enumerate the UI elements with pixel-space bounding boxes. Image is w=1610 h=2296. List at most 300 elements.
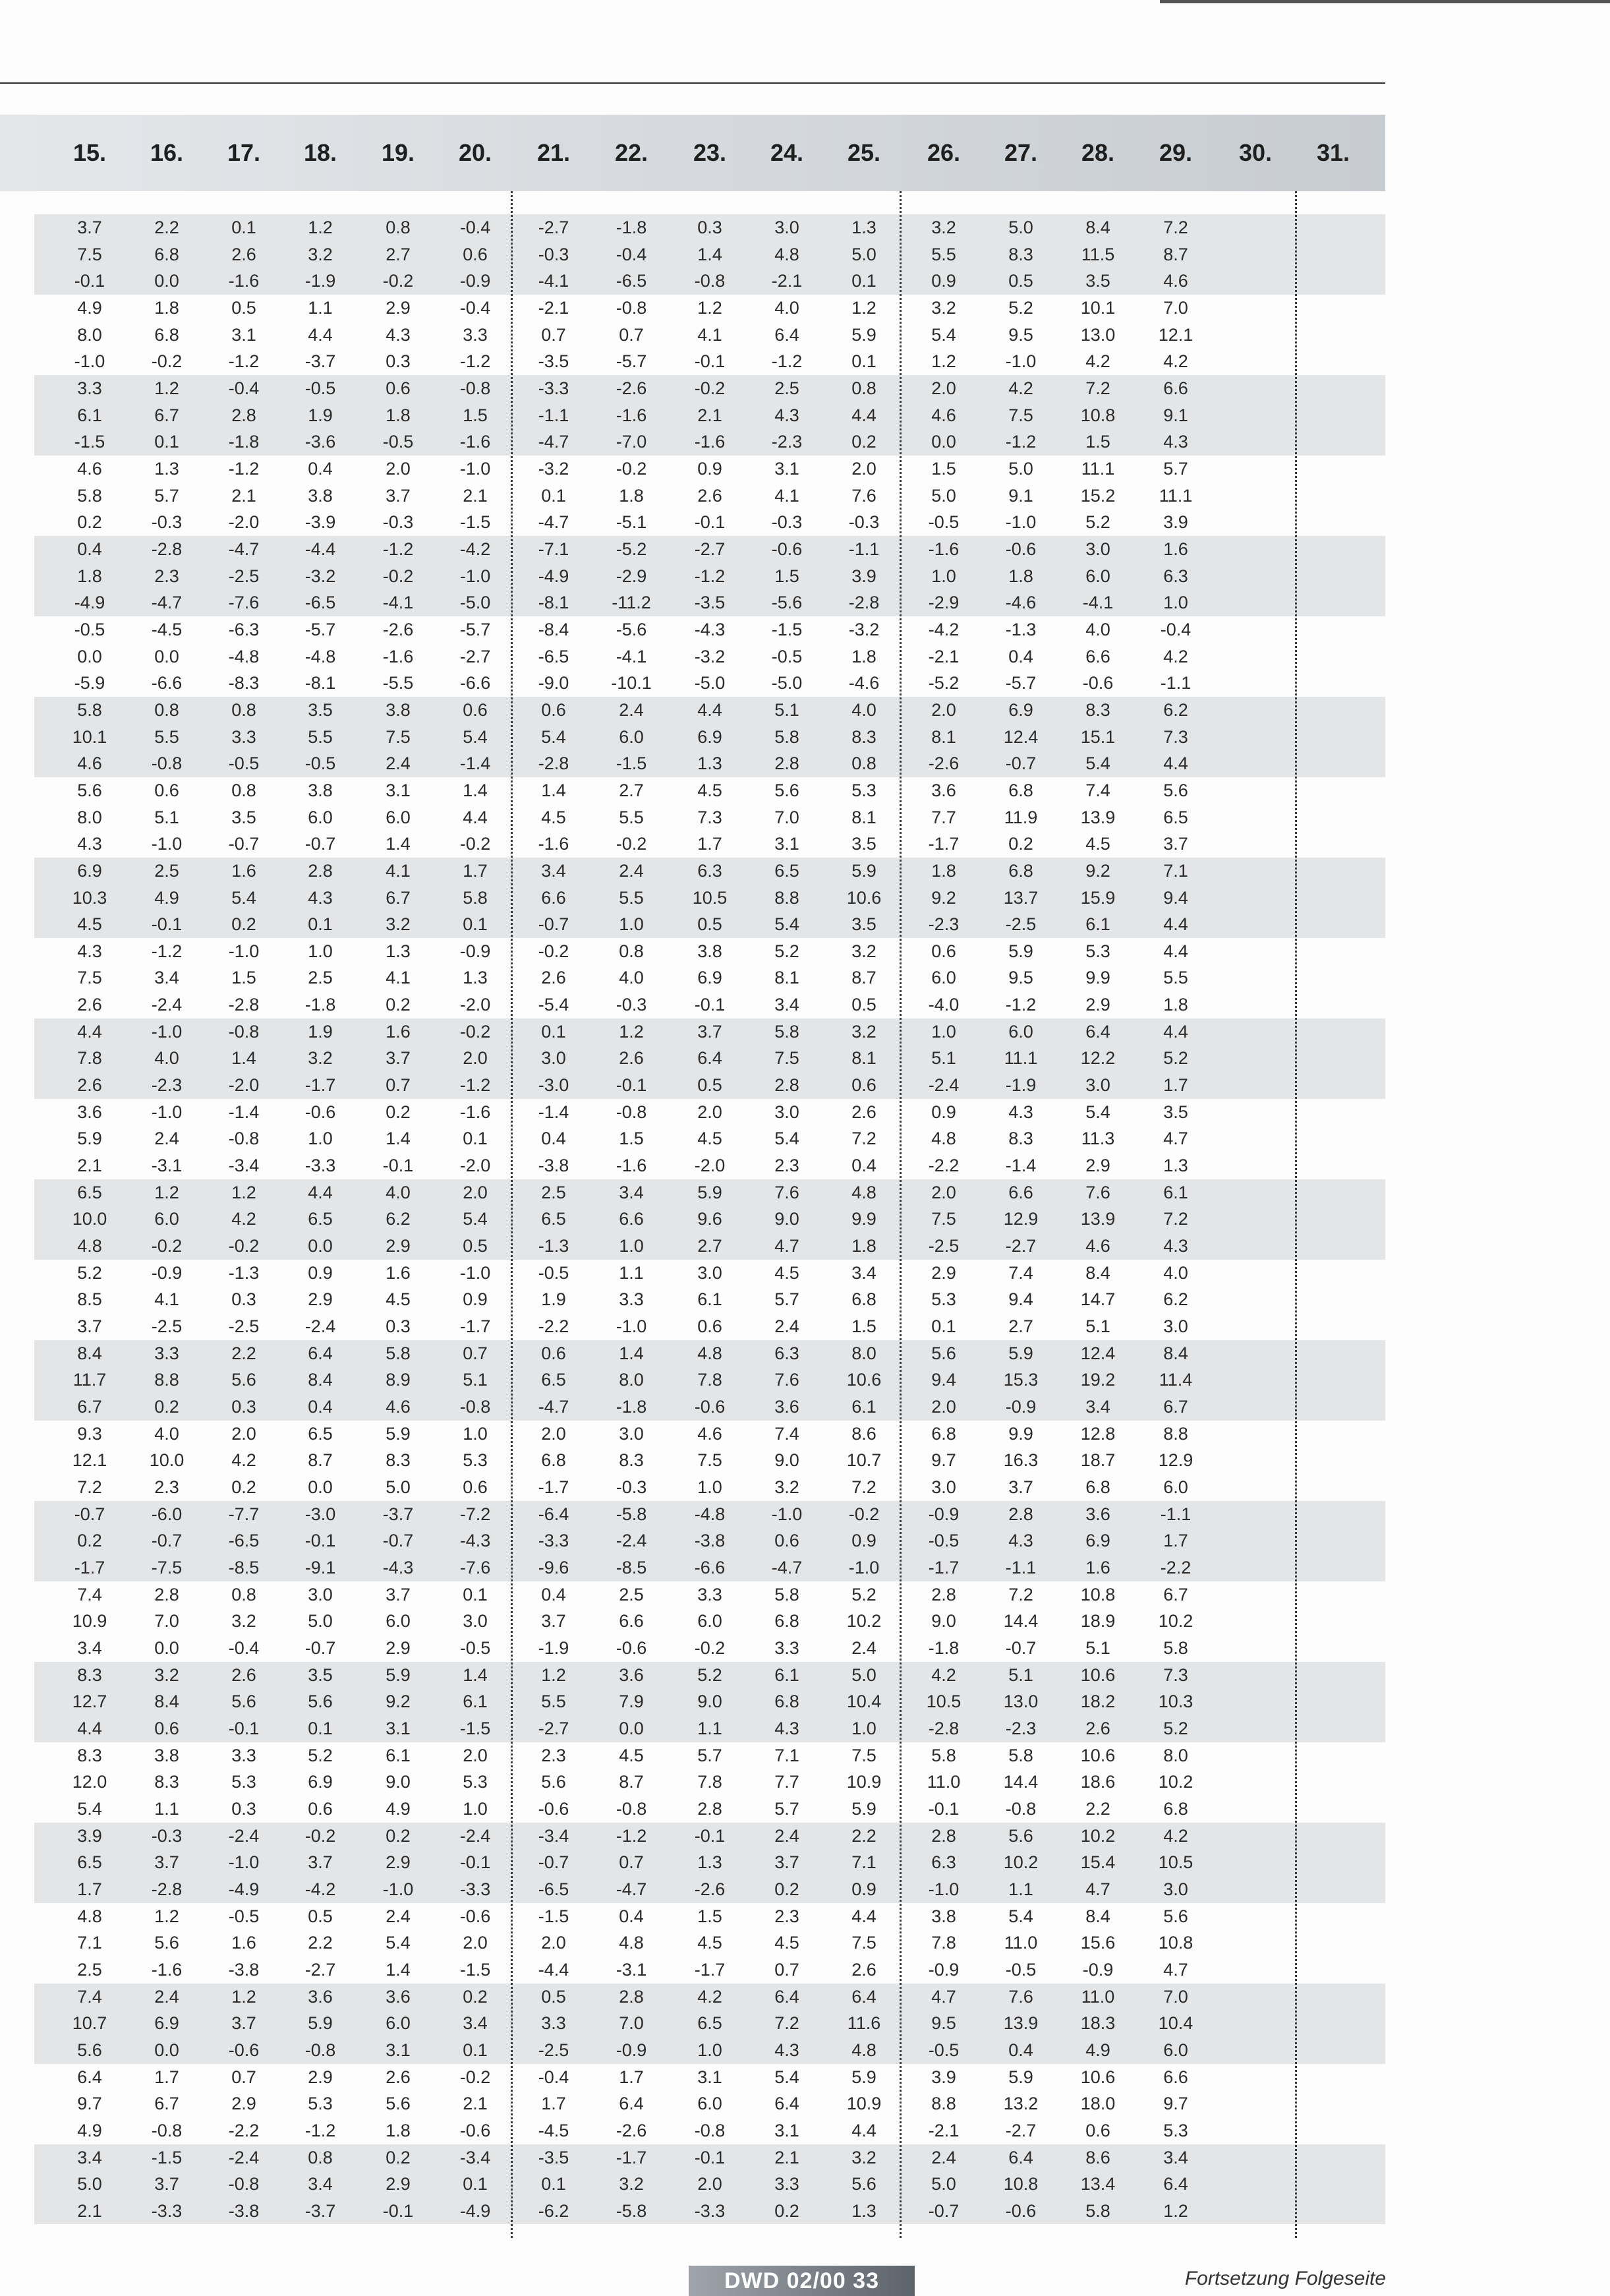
table-cell: 0.2 <box>77 1531 102 1551</box>
table-cell: 0.3 <box>386 351 411 372</box>
table-cell: 8.4 <box>1085 1262 1110 1283</box>
table-cell: 7.2 <box>1008 1584 1033 1604</box>
table-cell: 1.5 <box>697 1906 722 1926</box>
table-cell: -5.0 <box>771 673 803 693</box>
table-cell: -0.4 <box>1160 619 1192 639</box>
table-cell: 6.3 <box>1163 566 1188 586</box>
table-cell: 1.2 <box>697 297 722 318</box>
table-cell: -3.2 <box>694 646 726 666</box>
table-cell: -8.1 <box>538 593 569 613</box>
table-cell: 3.8 <box>154 1745 179 1765</box>
table-cell: 1.2 <box>931 351 956 372</box>
table-cell: -0.7 <box>304 1637 336 1658</box>
table-cell: 2.2 <box>1085 1798 1110 1819</box>
table-cell: 5.6 <box>386 2094 411 2114</box>
table-cell: -4.9 <box>228 1879 260 1899</box>
table-cell: -6.6 <box>151 673 183 693</box>
table-cell: -1.0 <box>459 1262 491 1283</box>
table-cell: 8.4 <box>1163 1343 1188 1363</box>
table-cell: 5.5 <box>308 726 333 747</box>
table-cell: 6.1 <box>1163 1182 1188 1202</box>
table-cell: 3.0 <box>1085 1075 1110 1096</box>
table-cell: 9.0 <box>774 1450 799 1471</box>
table-cell: 5.8 <box>1163 1637 1188 1658</box>
table-cell: 1.0 <box>463 1423 488 1444</box>
table-cell: 2.8 <box>697 1798 722 1819</box>
table-cell: 0.9 <box>851 1879 877 1899</box>
table-cell: 2.0 <box>851 458 877 479</box>
table-cell: -2.9 <box>928 593 960 613</box>
table-cell: -1.2 <box>228 458 260 479</box>
table-cell: 8.0 <box>77 324 102 345</box>
table-cell: -6.3 <box>228 619 260 639</box>
table-cell: 3.7 <box>541 1611 566 1632</box>
table-cell: 3.4 <box>1085 1397 1110 1417</box>
table-cell: -5.7 <box>616 351 647 372</box>
table-cell: -2.1 <box>771 271 803 291</box>
table-cell: 6.4 <box>774 324 799 345</box>
table-cell: 15.3 <box>1003 1370 1039 1390</box>
table-cell: 0.4 <box>77 539 102 559</box>
table-cell: -1.9 <box>1005 1075 1037 1096</box>
table-cell: 9.1 <box>1163 405 1188 425</box>
table-cell: 4.5 <box>619 1745 644 1765</box>
table-cell: 1.5 <box>619 1129 644 1149</box>
table-cell: 8.4 <box>77 1343 102 1363</box>
table-cell: 4.9 <box>77 297 102 318</box>
table-cell: -4.7 <box>538 512 569 533</box>
table-cell: 4.4 <box>697 699 722 720</box>
table-cell: 1.3 <box>386 941 411 961</box>
table-cell: 12.1 <box>1158 324 1193 345</box>
table-cell: 2.3 <box>774 1156 799 1176</box>
table-cell: -1.3 <box>538 1236 569 1256</box>
table-cell: 15.6 <box>1080 1933 1116 1953</box>
table-cell: -0.6 <box>459 2120 491 2140</box>
table-cell: 3.2 <box>774 1477 799 1498</box>
table-cell: -1.0 <box>771 1504 803 1524</box>
table-cell: 0.6 <box>774 1531 799 1551</box>
table-cell: -1.4 <box>1005 1156 1037 1176</box>
table-cell: 8.8 <box>1163 1423 1188 1444</box>
table-cell: -5.0 <box>459 593 491 613</box>
table-cell: 3.6 <box>931 780 956 800</box>
table-cell: 4.5 <box>77 914 102 935</box>
table-cell: 2.0 <box>231 1423 256 1444</box>
table-cell: -1.6 <box>228 271 260 291</box>
table-cell: 2.7 <box>1008 1316 1033 1337</box>
table-cell: -0.8 <box>694 2120 726 2140</box>
table-cell: 3.7 <box>77 218 102 237</box>
table-cell: 4.4 <box>308 1182 333 1202</box>
table-cell: 3.1 <box>386 780 411 800</box>
table-cell: -1.0 <box>616 1316 647 1337</box>
table-cell: 0.3 <box>386 1316 411 1337</box>
table-cell: 0.5 <box>308 1906 333 1926</box>
table-cell: 13.9 <box>1003 2013 1039 2034</box>
table-cell: 7.6 <box>851 485 877 506</box>
table-cell: -1.9 <box>304 271 336 291</box>
table-cell: -1.7 <box>538 1477 569 1498</box>
table-cell: -1.0 <box>151 1021 183 1042</box>
table-cell: 8.7 <box>851 968 877 988</box>
table-cell: 13.0 <box>1003 1692 1039 1712</box>
table-cell: 3.0 <box>463 1611 488 1632</box>
table-cell: 3.1 <box>231 324 256 345</box>
table-cell: 0.6 <box>386 378 411 398</box>
table-cell: 8.8 <box>774 887 799 908</box>
table-cell: 0.0 <box>154 1637 179 1658</box>
table-cell: -0.8 <box>616 297 647 318</box>
table-cell: 1.9 <box>308 405 333 425</box>
table-cell: 0.3 <box>231 1397 256 1417</box>
table-cell: 5.0 <box>1008 458 1033 479</box>
table-cell: 7.2 <box>851 1129 877 1149</box>
table-cell: 2.8 <box>619 1986 644 2007</box>
table-cell: -1.2 <box>1005 432 1037 452</box>
table-cell: 7.1 <box>774 1745 799 1765</box>
table-cell: 4.4 <box>1163 914 1188 935</box>
page-tag: DWD 02/00 33 <box>689 2266 915 2296</box>
table-cell: -0.9 <box>928 1504 960 1524</box>
table-cell: 7.2 <box>1163 1209 1188 1229</box>
table-cell: -0.5 <box>228 753 260 774</box>
table-cell: -0.4 <box>228 1637 260 1658</box>
table-cell: 4.5 <box>1085 834 1110 854</box>
table-cell: 7.2 <box>1085 378 1110 398</box>
table-cell: -1.5 <box>459 1959 491 1980</box>
table-cell: -2.6 <box>616 378 647 398</box>
table-cell: 2.3 <box>774 1906 799 1926</box>
table-cell: 4.6 <box>931 405 956 425</box>
table-cell: 1.0 <box>308 1129 333 1149</box>
table-cell: 2.5 <box>541 1182 566 1202</box>
table-cell: 5.8 <box>774 1584 799 1604</box>
table-cell: -1.6 <box>928 539 960 559</box>
table-cell: 7.6 <box>1085 1182 1110 1202</box>
table-cell: 1.0 <box>931 1021 956 1042</box>
table-cell: -1.1 <box>1005 1558 1037 1577</box>
table-cell: 1.4 <box>697 244 722 264</box>
table-cell: -2.4 <box>228 2147 260 2167</box>
table-cell: 13.2 <box>1003 2094 1039 2114</box>
table-cell: 12.8 <box>1080 1423 1116 1444</box>
day-header-cell: 21. <box>536 139 571 166</box>
table-cell: 5.7 <box>1163 458 1188 479</box>
table-cell: -2.2 <box>1160 1558 1192 1577</box>
table-cell: 3.3 <box>541 2013 566 2034</box>
table-cell: 6.0 <box>386 2013 411 2034</box>
table-cell: -1.6 <box>616 1156 647 1176</box>
table-cell: -3.2 <box>538 458 569 479</box>
day-header-cell: 26. <box>927 139 961 166</box>
table-cell: 6.1 <box>774 1664 799 1685</box>
table-cell: 4.2 <box>1085 351 1110 372</box>
table-cell: 0.2 <box>463 1986 488 2007</box>
table-cell: 2.5 <box>308 968 333 988</box>
table-cell: 2.0 <box>697 1102 722 1122</box>
table-cell: 1.8 <box>851 646 877 666</box>
table-cell: 3.3 <box>774 1637 799 1658</box>
table-cell: 4.6 <box>77 458 102 479</box>
table-cell: 1.2 <box>154 378 179 398</box>
table-cell: 5.4 <box>1085 753 1110 774</box>
table-cell: 7.5 <box>1008 405 1033 425</box>
table-cell: 9.7 <box>931 1450 956 1471</box>
table-cell: -8.5 <box>228 1558 260 1577</box>
table-cell: -0.1 <box>928 1798 960 1819</box>
table-cell: -4.2 <box>304 1879 336 1899</box>
table-cell: -3.4 <box>459 2147 491 2167</box>
table-cell: -0.5 <box>928 512 960 533</box>
table-cell: 1.6 <box>1085 1558 1110 1577</box>
table-cell: 7.4 <box>77 1986 102 2007</box>
table-cell: -4.4 <box>538 1959 569 1980</box>
table-cell: -3.9 <box>304 512 336 533</box>
table-cell: 2.6 <box>851 1102 877 1122</box>
table-cell: 9.5 <box>931 2013 956 2034</box>
table-cell: 9.4 <box>931 1370 956 1390</box>
table-cell: -2.4 <box>616 1531 647 1551</box>
table-cell: 3.0 <box>308 1584 333 1604</box>
table-cell: 18.3 <box>1080 2013 1116 2034</box>
table-cell: 4.1 <box>154 1289 179 1310</box>
top-rule <box>0 82 1385 84</box>
table-cell: -5.6 <box>616 619 647 639</box>
table-cell: 10.4 <box>846 1692 882 1712</box>
table-cell: 4.6 <box>386 1397 411 1417</box>
table-cell: 0.7 <box>463 1343 488 1363</box>
table-cell: 0.8 <box>154 699 179 720</box>
table-cell: 0.1 <box>308 914 333 935</box>
table-cell: 4.0 <box>851 699 877 720</box>
table-cell: 2.6 <box>77 995 102 1015</box>
table-cell: 9.9 <box>1085 968 1110 988</box>
table-cell: -5.6 <box>771 593 803 613</box>
table-cell: 6.8 <box>541 1450 566 1471</box>
table-cell: 1.9 <box>308 1021 333 1042</box>
table-cell: 12.9 <box>1003 1209 1039 1229</box>
table-cell: 0.1 <box>541 1021 566 1042</box>
table-cell: 3.0 <box>541 1048 566 1069</box>
table-cell: 6.0 <box>1008 1021 1033 1042</box>
table-cell: -3.5 <box>538 351 569 372</box>
table-cell: -3.8 <box>538 1156 569 1176</box>
table-cell: 5.8 <box>463 887 488 908</box>
table-cell: 5.7 <box>697 1745 722 1765</box>
table-cell: 18.9 <box>1080 1611 1116 1632</box>
table-cell: -2.2 <box>538 1316 569 1337</box>
table-cell: 1.5 <box>231 968 256 988</box>
table-cell: 0.7 <box>541 324 566 345</box>
table-cell: 4.5 <box>697 1933 722 1953</box>
table-cell: -1.0 <box>459 566 491 586</box>
table-cell: -1.6 <box>382 646 414 666</box>
table-cell: -0.2 <box>304 1825 336 1846</box>
table-cell: 0.4 <box>1008 646 1033 666</box>
table-cell: 4.5 <box>774 1933 799 1953</box>
table-cell: -11.2 <box>612 593 651 613</box>
day-header-cell: 19. <box>381 139 415 166</box>
table-cell: 14.4 <box>1003 1772 1039 1792</box>
table-cell: 6.8 <box>931 1423 956 1444</box>
table-cell: 4.6 <box>77 753 102 774</box>
table-cell: 5.2 <box>1163 1718 1188 1738</box>
table-cell: -0.7 <box>538 914 569 935</box>
table-cell: -3.3 <box>538 378 569 398</box>
table-cell: 10.6 <box>1080 2067 1116 2087</box>
table-cell: 1.3 <box>154 458 179 479</box>
table-cell: 4.0 <box>154 1048 179 1069</box>
table-cell: 12.9 <box>1158 1450 1193 1471</box>
table-cell: 10.9 <box>846 2094 882 2114</box>
table-cell: 7.5 <box>931 1209 956 1229</box>
table-cell: 2.8 <box>231 405 256 425</box>
table-cell: 3.0 <box>931 1477 956 1498</box>
table-cell: 0.2 <box>77 512 102 533</box>
table-cell: 2.2 <box>851 1825 877 1846</box>
table-cell: 11.6 <box>847 2013 881 2034</box>
table-cell: -2.7 <box>459 646 491 666</box>
table-cell: 0.7 <box>231 2067 256 2087</box>
table-cell: -5.2 <box>616 539 647 559</box>
table-cell: 0.6 <box>541 1343 566 1363</box>
table-cell: 1.3 <box>851 218 877 237</box>
table-cell: 1.7 <box>1163 1531 1188 1551</box>
table-cell: 8.8 <box>931 2094 956 2114</box>
table-cell: 7.6 <box>774 1370 799 1390</box>
table-cell: 5.1 <box>774 699 799 720</box>
table-cell: 2.9 <box>386 1236 411 1256</box>
table-cell: 5.4 <box>774 2067 799 2087</box>
table-cell: 2.9 <box>308 2067 333 2087</box>
table-cell: 6.5 <box>541 1370 566 1390</box>
table-cell: -4.0 <box>928 995 960 1015</box>
table-cell: 5.4 <box>1008 1906 1033 1926</box>
table-cell: 10.2 <box>1158 1772 1193 1792</box>
table-cell: 2.9 <box>231 2094 256 2114</box>
table-cell: -3.3 <box>694 2200 726 2221</box>
table-cell: 8.7 <box>308 1450 333 1471</box>
table-cell: 0.4 <box>851 1156 877 1176</box>
table-cell: -2.1 <box>928 2120 960 2140</box>
table-cell: 8.3 <box>386 1450 411 1471</box>
table-cell: 6.5 <box>541 1209 566 1229</box>
table-cell: 1.2 <box>851 297 877 318</box>
table-cell: -0.2 <box>459 834 491 854</box>
table-cell: 7.3 <box>1163 1664 1188 1685</box>
table-cell: 3.6 <box>619 1664 644 1685</box>
table-cell: -2.3 <box>1005 1718 1037 1738</box>
table-cell: 3.3 <box>463 324 488 345</box>
table-cell: 0.6 <box>154 1718 179 1738</box>
table-cell: -0.5 <box>928 2040 960 2060</box>
table-cell: 0.6 <box>851 1075 877 1096</box>
table-cell: 5.3 <box>308 2094 333 2114</box>
table-cell: -1.7 <box>459 1316 491 1337</box>
table-cell: 0.0 <box>77 646 102 666</box>
table-cell: 5.8 <box>77 699 102 720</box>
table-cell: 5.9 <box>77 1129 102 1149</box>
table-cell: -1.7 <box>616 2147 647 2167</box>
table-cell: -6.5 <box>538 646 569 666</box>
table-cell: 8.4 <box>308 1370 333 1390</box>
table-cell: 8.3 <box>851 726 877 747</box>
day-header-cell: 22. <box>614 139 648 166</box>
table-cell: 1.7 <box>154 2067 179 2087</box>
table-cell: 10.6 <box>846 1370 882 1390</box>
table-cell: 0.0 <box>931 432 956 452</box>
table-cell: 4.6 <box>697 1423 722 1444</box>
table-cell: -2.1 <box>538 297 569 318</box>
table-cell: 12.2 <box>1080 1048 1116 1069</box>
table-cell: 4.2 <box>931 1664 956 1685</box>
table-cell: 5.6 <box>77 780 102 800</box>
table-cell: 5.9 <box>697 1182 722 1202</box>
table-cell: -1.0 <box>74 351 105 372</box>
table-cell: 6.8 <box>154 324 179 345</box>
table-cell: 3.4 <box>541 860 566 881</box>
table-cell: 0.0 <box>154 646 179 666</box>
table-cell: -2.4 <box>228 1825 260 1846</box>
table-cell: 1.3 <box>851 2200 877 2221</box>
table-cell: 6.8 <box>1008 860 1033 881</box>
table-cell: 3.1 <box>774 834 799 854</box>
day-header-cell: 16. <box>150 139 184 166</box>
table-cell: 3.0 <box>774 1102 799 1122</box>
table-cell: 8.5 <box>77 1289 102 1310</box>
table-cell: -3.4 <box>538 1825 569 1846</box>
table-cell: 6.2 <box>386 1209 411 1229</box>
table-cell: -0.8 <box>694 271 726 291</box>
table-cell: -1.0 <box>382 1879 414 1899</box>
table-cell: 9.0 <box>386 1772 411 1792</box>
table-cell: 10.6 <box>1080 1664 1116 1685</box>
table-cell: -0.9 <box>616 2040 647 2060</box>
table-cell: 7.4 <box>1085 780 1110 800</box>
table-cell: 9.5 <box>1008 968 1033 988</box>
table-cell: 7.0 <box>619 2013 644 2034</box>
table-cell: 6.5 <box>77 1182 102 1202</box>
column-separator <box>900 191 902 2238</box>
table-cell: 1.7 <box>541 2094 566 2114</box>
table-cell: 5.9 <box>308 2013 333 2034</box>
table-cell: 6.3 <box>697 860 722 881</box>
table-cell: 7.5 <box>774 1048 799 1069</box>
table-cell: 6.9 <box>697 968 722 988</box>
table-cell: 1.4 <box>541 780 566 800</box>
table-cell: 13.7 <box>1003 887 1039 908</box>
table-cell: 3.5 <box>308 699 333 720</box>
table-cell: 8.3 <box>154 1772 179 1792</box>
table-cell: 10.1 <box>72 726 107 747</box>
table-cell: 7.1 <box>77 1933 102 1953</box>
table-cell: -0.9 <box>928 1959 960 1980</box>
table-cell: -2.8 <box>928 1718 960 1738</box>
table-cell: -2.7 <box>694 539 726 559</box>
table-cell: 1.7 <box>619 2067 644 2087</box>
table-cell: 2.1 <box>463 2094 488 2114</box>
table-cell: 4.3 <box>774 1718 799 1738</box>
table-cell: -3.3 <box>151 2200 183 2221</box>
table-cell: 6.0 <box>308 807 333 827</box>
table-cell: 4.2 <box>1163 646 1188 666</box>
table-cell: 14.7 <box>1080 1289 1116 1310</box>
table-cell: -0.3 <box>848 512 880 533</box>
table-cell: -2.7 <box>538 1718 569 1738</box>
table-cell: -5.4 <box>538 995 569 1015</box>
table-cell: 3.2 <box>231 1611 256 1632</box>
